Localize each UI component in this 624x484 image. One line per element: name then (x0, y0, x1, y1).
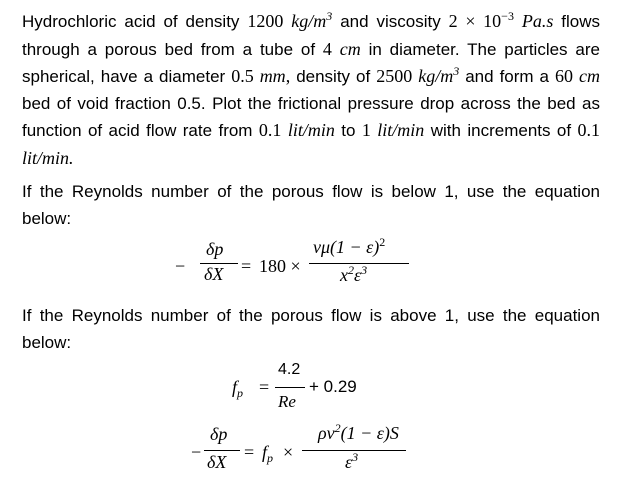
particle-density-unit: $kg/m^3$ (418, 64, 460, 86)
flow-end: 1 (361, 120, 371, 140)
high-re-instruction: If the Reynolds number of the porous flow is above 1, use the equation below: (22, 306, 600, 352)
eq1-rhs-numerator: $v\mu(1 - \varepsilon)^2$ (313, 235, 386, 257)
flow-unit-3: lit/min. (22, 147, 74, 168)
flow-unit-1: lit/min (287, 120, 335, 140)
intro-text: Hydrochloric acid of density (22, 12, 240, 31)
eq3-equals: = (244, 442, 255, 462)
eq2-denominator: Re (278, 392, 296, 411)
bed-length: 60 (555, 66, 574, 86)
flow-unit-2: lit/min (377, 120, 425, 140)
to-text: to (341, 121, 356, 140)
particle-diameter: 0.5 (231, 66, 254, 86)
eq3-f: $f_p$ (262, 442, 274, 465)
eq1-lhs-denominator: δX (204, 264, 224, 284)
eq1-lhs-numerator: δp (206, 239, 224, 259)
eq1-minus: − (175, 256, 186, 276)
eq1-rhs-denominator: $x^2\varepsilon^3$ (340, 263, 368, 285)
increment-value: 0.1 (577, 120, 601, 140)
eq2-numerator: 4.2 (278, 361, 301, 378)
eq2-plus-term: + 0.29 (309, 377, 357, 396)
void-fraction-text: bed of void fraction 0.5. (22, 93, 206, 113)
viscosity-value: $2 \times 10^{-3}$ (448, 9, 514, 31)
eq2-f: $f_p$ (232, 377, 244, 400)
eq3-rhs-denominator: $\varepsilon^3$ (345, 450, 359, 472)
density-label: density of (296, 67, 371, 86)
eq1-coefficient: 180 × (259, 256, 301, 276)
density-unit: $kg/m^3$ (291, 9, 333, 31)
and-viscosity-text: and viscosity (340, 12, 441, 31)
particle-unit: mm (259, 66, 286, 86)
eq1-equals: = (241, 256, 252, 276)
eq3-minus: − (191, 442, 202, 462)
viscosity-unit: Pa.s (521, 11, 554, 31)
form-bed-text: and form a (465, 67, 550, 86)
tube-unit: cm (339, 38, 361, 59)
eq3-times: × (283, 442, 294, 462)
increments-text: with increments of (430, 121, 572, 140)
density-value: 1200 (247, 11, 284, 31)
eq3-lhs-numerator: δp (210, 424, 228, 444)
eq3-rhs-numerator: $\rho v^2(1 - \varepsilon)S$ (318, 421, 399, 443)
comma: , (285, 66, 291, 86)
tube-diameter: 4 (322, 38, 332, 59)
in-diameter-text: in diameter. The particles are spherical, have a diameter (22, 39, 600, 86)
eq3-lhs-denominator: δX (207, 452, 227, 472)
bed-unit: cm (579, 66, 601, 86)
eq3-lhs-fraction-bar (204, 450, 240, 451)
flows-through-text: flows through a porous bed from a tube of (22, 12, 601, 59)
eq2-equals: = (259, 377, 270, 397)
low-re-instruction: If the Reynolds number of the porous flow is below 1, use the equation below: (22, 182, 600, 228)
particle-density-value: 2500 (376, 66, 413, 86)
plot-text: Plot the frictional pressure drop across the bed as function of acid flow rate from (22, 93, 601, 140)
flow-start: 0.1 (258, 120, 282, 140)
